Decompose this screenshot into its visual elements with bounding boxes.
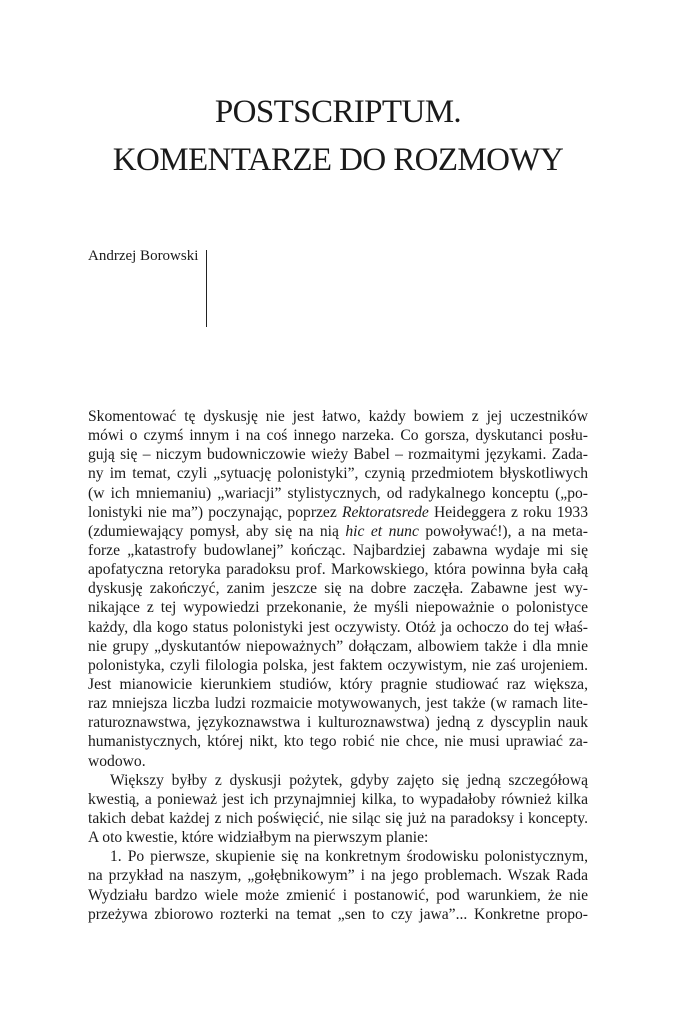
body-line: polonistyka, czyli filologia polska, jest faktem oczywistym, nie zaś urojeniem. bbox=[88, 656, 588, 674]
body-text: lonistyki nie ma”) poczynając, poprzez bbox=[88, 503, 342, 521]
body-line: dyskusję zakończyć, zanim jeszcze się na dobre zaczęła. Zabawne jest wy- bbox=[88, 580, 588, 598]
italic-term: Rektoratsrede bbox=[341, 503, 429, 521]
body-line: apofatyczna retoryka paradoksu prof. Markowskiego, która powinna była całą bbox=[88, 561, 588, 579]
body-line bbox=[88, 522, 588, 541]
body-line: raz mniejsza liczba ludzi rozmaicie motywowanych, jest także (w ramach lite- bbox=[88, 695, 588, 713]
body-line: wodowo. bbox=[88, 752, 146, 770]
body-line: Wydziału bardzo wiele może zmienić i postanowić, pod warunkiem, że nie bbox=[88, 886, 588, 904]
body-line: takich debat każdej z nich poświęcić, nie siląc się już na paradoksy i koncepty. bbox=[88, 809, 588, 827]
body-line: humanistycznych, której nikt, kto tego robić nie chce, nie musi uprawiać za- bbox=[88, 733, 588, 751]
body-line: A oto kwestie, które widziałbym na pierwszym planie: bbox=[88, 829, 429, 847]
body-line: ny im temat, czyli „sytuację polonistyki”, czynią przedmiotem błyskotliwych bbox=[88, 465, 588, 483]
vertical-rule bbox=[206, 250, 207, 327]
body-line: raturoznawstwa, językoznawstwa i kulturoznawstwa) jedną z dyscyplin nauk bbox=[88, 714, 588, 732]
body-line: nie grupy „dyskutantów niepoważnych” dołączam, albowiem także i dla mnie bbox=[88, 637, 588, 655]
body-line: 1. Po pierwsze, skupienie się na konkretnym środowisku polonistycznym, bbox=[110, 848, 588, 866]
body-text: Heideggera z roku 1933 bbox=[428, 503, 588, 521]
body-text: powoływać!), a na meta- bbox=[418, 522, 588, 540]
body-line: (w ich mniemaniu) „wariacji” stylistycznych, od radykalnego konceptu („po- bbox=[88, 484, 588, 502]
body-line: Skomentować tę dyskusję nie jest łatwo, każdy bowiem z jej uczestników bbox=[88, 408, 588, 425]
title-line-1: POSTSCRIPTUM. bbox=[214, 94, 462, 130]
body-text: (zdumiewający pomysł, aby się na nią bbox=[88, 522, 346, 540]
body-line: przeżywa zbiorowo rozterki na temat „sen to czy jawa”... Konkretne propo- bbox=[88, 905, 588, 923]
body-line: gują się – niczym budowniczowie wieży Babel – rozmaitymi językami. Zada- bbox=[88, 446, 588, 464]
body-line: nikające z tej wypowiedzi przekonanie, że myśli niepoważnie o polonistyce bbox=[88, 599, 588, 617]
body-line: każdy, dla kogo status polonistyki jest oczywisty. Otóż ja ochoczo do tej właś- bbox=[88, 618, 588, 636]
body-line: Większy byłby z dyskusji pożytek, gdyby zajęto się jedną szczegółową bbox=[110, 771, 588, 789]
body-line bbox=[88, 503, 588, 522]
article-body bbox=[88, 407, 588, 924]
body-line: kwestią, a ponieważ jest ich przynajmniej kilka, to wypadałoby również kilka bbox=[88, 790, 588, 808]
author-name: Andrzej Borowski bbox=[88, 248, 199, 264]
italic-term: hic et nunc bbox=[345, 522, 419, 540]
body-line: na przykład na naszym, „gołębnikowym” i na jego problemach. Wszak Rada bbox=[88, 867, 588, 885]
body-line: forze „katastrofy budowlanej” kończąc. Najbardziej zabawna wydaje mi się bbox=[88, 541, 588, 559]
article-title bbox=[0, 88, 676, 184]
body-line: mówi o czymś innym i na coś innego narzeka. Co gorsza, dyskutanci posłu- bbox=[88, 427, 588, 445]
title-line-2: KOMENTARZE DO ROZMOWY bbox=[112, 142, 564, 178]
body-line: Jest mianowicie kierunkiem studiów, który pragnie studiować raz większa, bbox=[88, 675, 588, 693]
